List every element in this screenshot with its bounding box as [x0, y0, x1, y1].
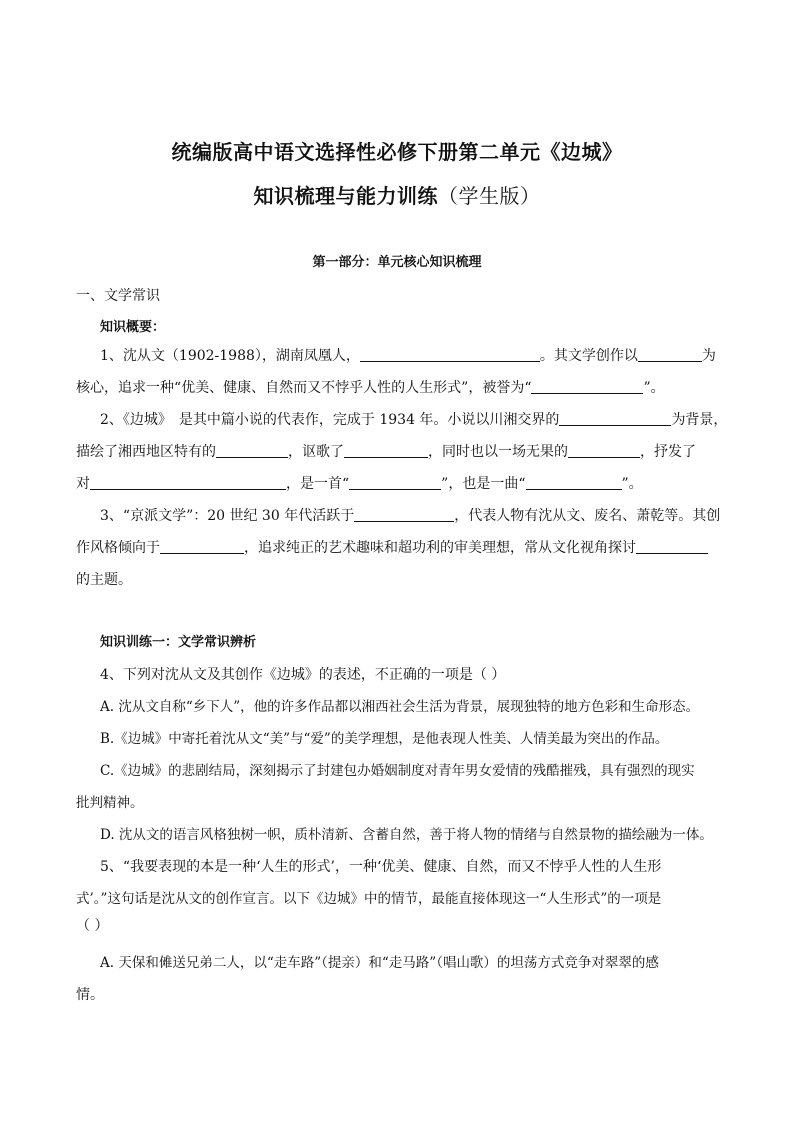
q2-text-a: 2、《边城》 是其中篇小说的代表作，完成于 1934 年。小说以川湘交界的: [100, 412, 560, 428]
q5-line1: 5、“我要表现的本是一种‘人生的形式’，一种‘优美、健康、自然，而又不悖乎人性的人生形: [100, 859, 662, 875]
q2-text-i: ”，也是一曲“: [441, 476, 526, 492]
q4-option-c-line1[interactable]: C.《边城》的悲剧结局，深刻揭示了封建包办婚姻制度对青年男女爱情的残酷摧残，具有强烈的现实: [100, 763, 695, 779]
q4-option-d[interactable]: D. 沈从文的语言风格独树一帜，质朴清新、含蓄自然，善于将人物的情绪与自然景物的描绘融为一体。: [100, 827, 713, 843]
q2-blank-4[interactable]: [568, 443, 640, 458]
q3-text-a: 3、“京派文学”：20 世纪 30 年代活跃于: [100, 508, 355, 524]
q2-blank-2[interactable]: [216, 443, 288, 458]
section-one-heading: 一、文学常识: [76, 288, 160, 304]
q1-text-a: 1、沈从文（1902-1988），湖南凤凰人，: [100, 348, 360, 364]
q2-blank-5[interactable]: [90, 475, 286, 490]
subtitle-main: 知识梳理与能力训练: [253, 184, 438, 208]
q2-text-h: ，是一首“: [286, 476, 350, 492]
q2-line2: [76, 442, 696, 462]
q2-line3: [76, 474, 643, 494]
q3-text-c: 作风格倾向于: [76, 540, 160, 556]
q3-text-b: ，代表人物有沈从文、废名、萧乾等。其创: [454, 508, 721, 524]
document-title: 统编版高中语文选择性必修下册第二单元《边城》: [171, 140, 623, 164]
q2-text-d: ，讴歌了: [288, 444, 344, 460]
q1-text-b: 。其文学创作以: [539, 348, 638, 364]
q2-text-e: ，同时也以一场无果的: [428, 444, 568, 460]
q2-blank-7[interactable]: [526, 475, 622, 490]
q2-blank-3[interactable]: [344, 443, 428, 458]
q2-text-b: 为背景，: [671, 412, 728, 428]
document-subtitle: [0, 180, 794, 209]
q3-blank-3[interactable]: [636, 539, 708, 554]
q3-line2: [76, 538, 708, 558]
q2-line1: [100, 410, 727, 430]
q2-text-j: ”。: [621, 476, 643, 492]
q1-blank-1[interactable]: [360, 347, 540, 362]
q2-text-g: 对: [76, 476, 90, 492]
q3-blank-1[interactable]: [354, 507, 454, 522]
q5-line2: 式’。”这句话是沈从文的创作宣言。以下《边城》中的情节，最能直接体现这一“人生形式”的一项是: [76, 891, 662, 907]
q4-option-c-line2[interactable]: 批判精神。: [76, 795, 144, 811]
q3-line3: 的主题。: [76, 572, 132, 588]
overview-label: 知识概要：: [100, 320, 166, 335]
q2-text-f: ，抒发了: [640, 444, 696, 460]
q3-blank-2[interactable]: [160, 539, 244, 554]
q1-text-d: 核心，追求一种“优美、健康、自然而又不悖乎人性的人生形式”，被誉为“: [76, 380, 532, 396]
q1-blank-3[interactable]: [531, 379, 643, 394]
q5-option-a-line1[interactable]: A. 天保和傩送兄弟二人，以“走车路”（提亲）和“走马路”（唱山歌）的坦荡方式竞争对翠翠的感: [100, 955, 659, 971]
q4-stem: 4、下列对沈从文及其创作《边城》的表述，不正确的一项是（ ）: [100, 667, 506, 683]
q1-line2: [76, 378, 665, 398]
q4-option-b[interactable]: B.《边城》中寄托着沈从文“美”与“爱”的美学理想，是他表现人性美、人情美最为突出的作品。: [100, 731, 669, 747]
q1-text-c: 为: [701, 348, 716, 364]
q1-text-e: ”。: [643, 380, 665, 396]
q5-line3: （ ）: [76, 918, 109, 934]
q2-text-c: 描绘了湘西地区特有的: [76, 444, 216, 460]
q1-line1: [100, 346, 716, 366]
q2-blank-6[interactable]: [349, 475, 441, 490]
q3-line1: [100, 506, 720, 526]
q4-option-a[interactable]: A. 沈从文自称“乡下人”，他的许多作品都以湘西社会生活为背景，展现独特的地方色彩和生命形态。: [100, 699, 700, 715]
q1-blank-2[interactable]: [638, 347, 702, 362]
part-one-heading: 第一部分：单元核心知识梳理: [312, 255, 482, 270]
training-one-heading: 知识训练一：文学常识辨析: [100, 635, 257, 650]
subtitle-note: （学生版）: [438, 184, 541, 208]
q5-option-a-line2[interactable]: 情。: [76, 987, 104, 1003]
q2-blank-1[interactable]: [559, 411, 671, 426]
q3-text-d: ，追求纯正的艺术趣味和超功利的审美理想，常从文化视角探讨: [244, 540, 636, 556]
